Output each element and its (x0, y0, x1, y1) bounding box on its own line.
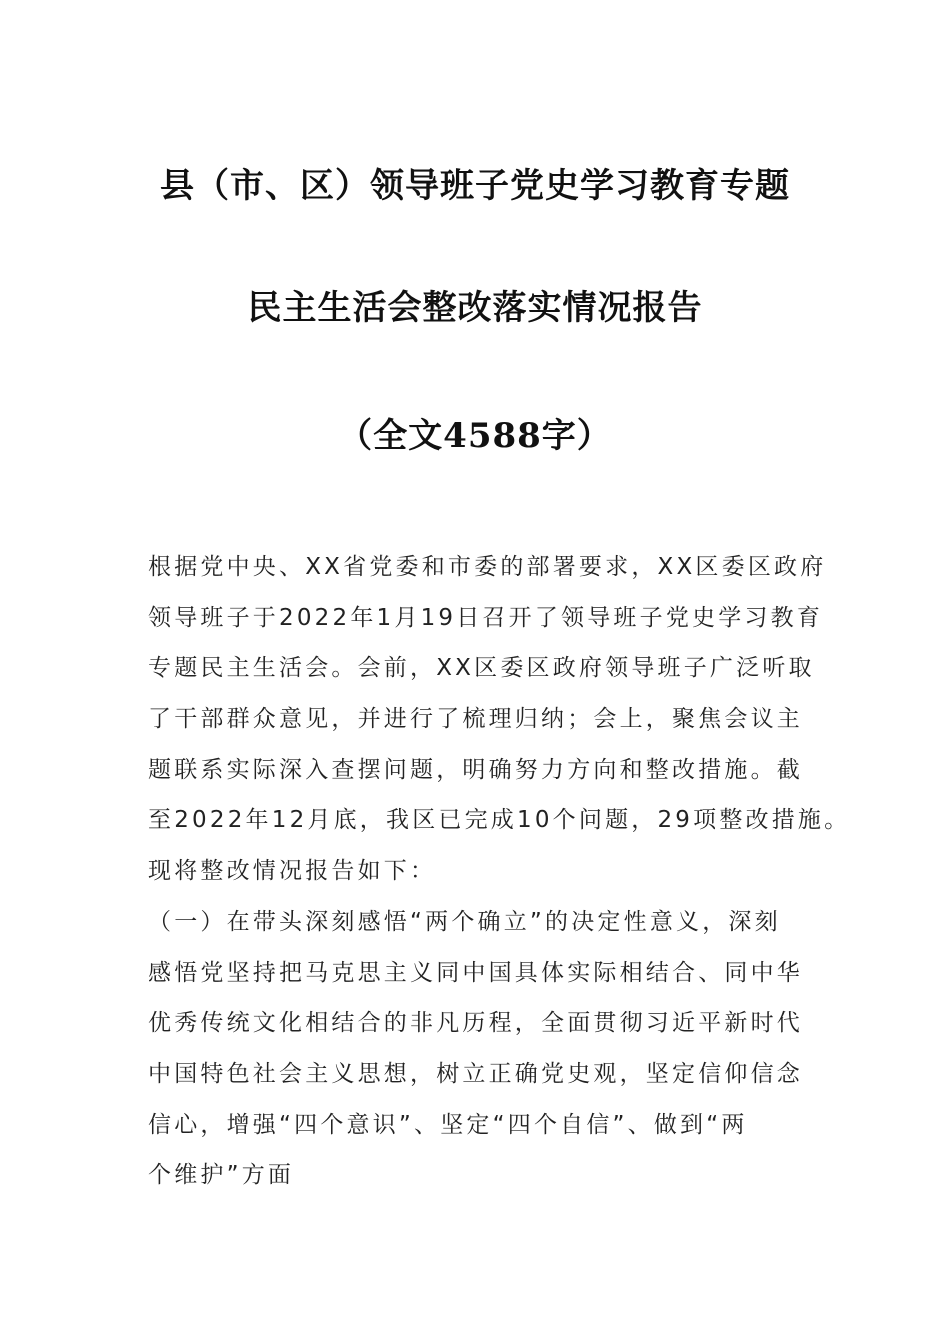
section-heading-1 (148, 897, 838, 1201)
paragraph-line: 了干部群众意见，并进行了梳理归纳；会上，聚焦会议主 (148, 706, 803, 733)
paragraph-line: （一）在带头深刻感悟“两个确立”的决定性意义，深刻 (148, 909, 781, 935)
subtitle-word-count: （全文4588字） (338, 416, 612, 456)
paragraph-line: 中国特色社会主义思想，树立正确党史观，坚定信仰信念 (148, 1061, 803, 1088)
paragraph-line: 个维护”方面 (148, 1162, 295, 1189)
paragraph-line: 根据党中央、XX省党委和市委的部署要求，XX区委区政府 (148, 554, 827, 580)
paragraph-line: 至2022年12月底，我区已完成10个问题，29项整改措施。 (148, 807, 851, 834)
paragraph-line: 领导班子于2022年1月19日召开了领导班子党史学习教育 (148, 604, 824, 631)
paragraph-line: 感悟党坚持把马克思主义同中国具体实际相结合、同中华 (148, 959, 803, 986)
title-line-2: 民主生活会整改落实情况报告 (247, 288, 703, 328)
paragraph-line: 题联系实际深入查摆问题，明确努力方向和整改措施。截 (148, 756, 803, 783)
paragraph-line: 优秀传统文化相结合的非凡历程，全面贯彻习近平新时代 (148, 1010, 803, 1037)
title-line-1: 县（市、区）领导班子党史学习教育专题 (160, 166, 790, 206)
paragraph-line: 专题民主生活会。会前，XX区委区政府领导班子广泛听取 (148, 655, 815, 682)
paragraph-intro (148, 542, 851, 897)
paragraph-line: 现将整改情况报告如下： (148, 858, 437, 885)
paragraph-line: 信心，增强“四个意识”、坚定“四个自信”、做到“两 (148, 1111, 748, 1138)
